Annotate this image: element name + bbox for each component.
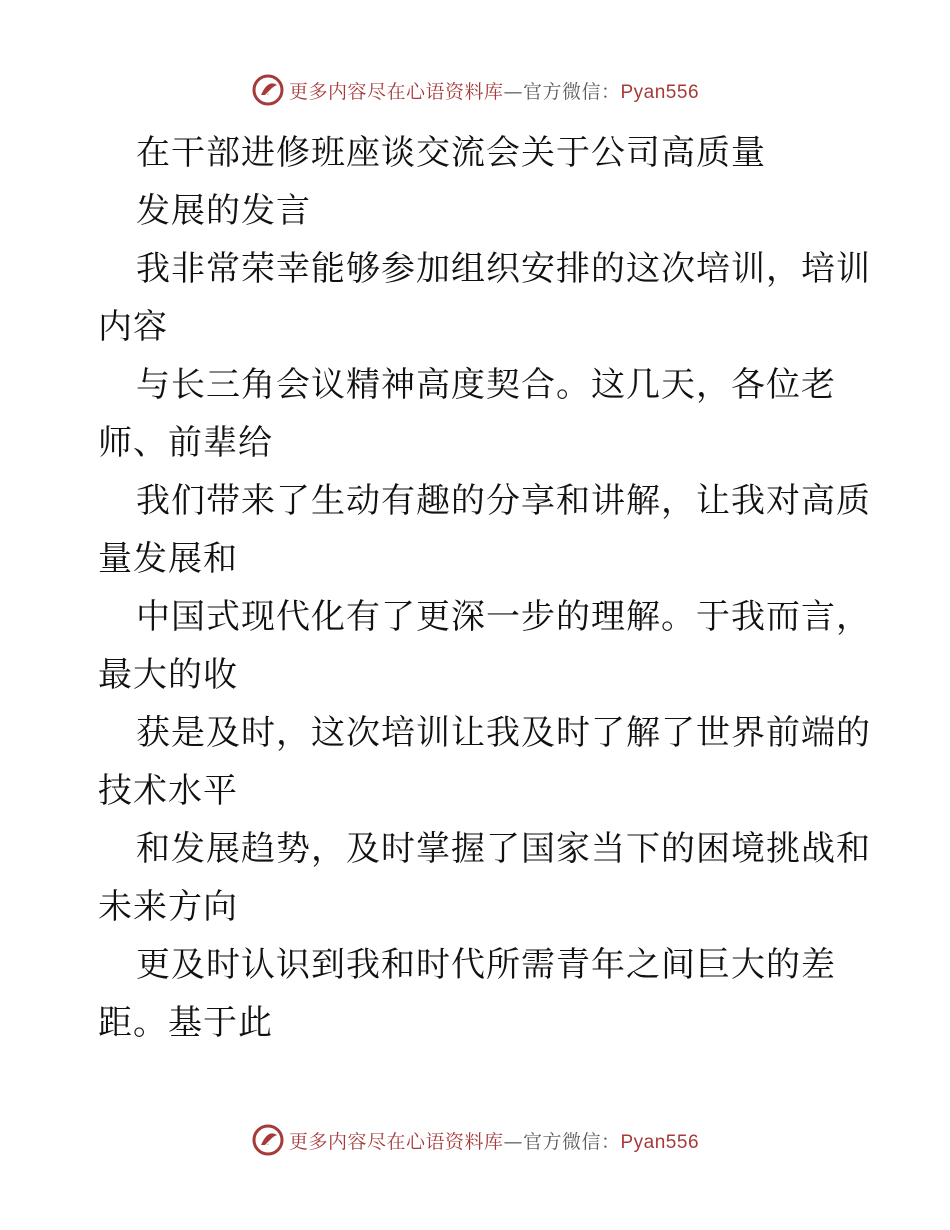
banner-main-text: 更多内容尽在心语资料库 — [288, 1130, 504, 1153]
logo-icon — [251, 1123, 285, 1157]
header-banner — [0, 72, 950, 108]
text-line: 内容 — [98, 307, 168, 347]
banner-wechat-id: Pyan556 — [620, 1131, 700, 1153]
text-line: 技术水平 — [98, 771, 238, 811]
banner-dash: — — [503, 80, 523, 103]
banner-wechat-label: 官方微信： — [522, 80, 621, 103]
text-line: 未来方向 — [98, 887, 238, 927]
header-banner-text — [289, 77, 699, 104]
text-line: 和发展趋势，及时掌握了国家当下的困境挑战和 — [136, 829, 871, 869]
document-body — [98, 124, 871, 1052]
footer-banner — [0, 1122, 950, 1158]
banner-main-text: 更多内容尽在心语资料库 — [288, 80, 504, 103]
banner-wechat-label: 官方微信： — [522, 1130, 621, 1153]
text-line: 最大的收 — [98, 655, 238, 695]
logo-icon — [251, 73, 285, 107]
text-line: 获是及时，这次培训让我及时了解了世界前端的 — [136, 713, 871, 753]
footer-banner-text — [289, 1127, 699, 1154]
text-line: 师、前辈给 — [98, 423, 273, 463]
text-line: 更及时认识到我和时代所需青年之间巨大的差 — [136, 945, 836, 985]
text-line: 与长三角会议精神高度契合。这几天，各位老 — [136, 365, 836, 405]
text-line: 在干部进修班座谈交流会关于公司高质量 — [136, 133, 766, 173]
text-line: 距。基于此 — [98, 1003, 273, 1043]
banner-dash: — — [503, 1130, 523, 1153]
text-line: 中国式现代化有了更深一步的理解。于我而言， — [136, 597, 871, 637]
text-line: 发展的发言 — [136, 191, 311, 231]
banner-wechat-id: Pyan556 — [620, 81, 700, 103]
text-line: 我们带来了生动有趣的分享和讲解，让我对高质 — [136, 481, 871, 521]
text-line: 量发展和 — [98, 539, 238, 579]
text-line: 我非常荣幸能够参加组织安排的这次培训，培训 — [136, 249, 871, 289]
